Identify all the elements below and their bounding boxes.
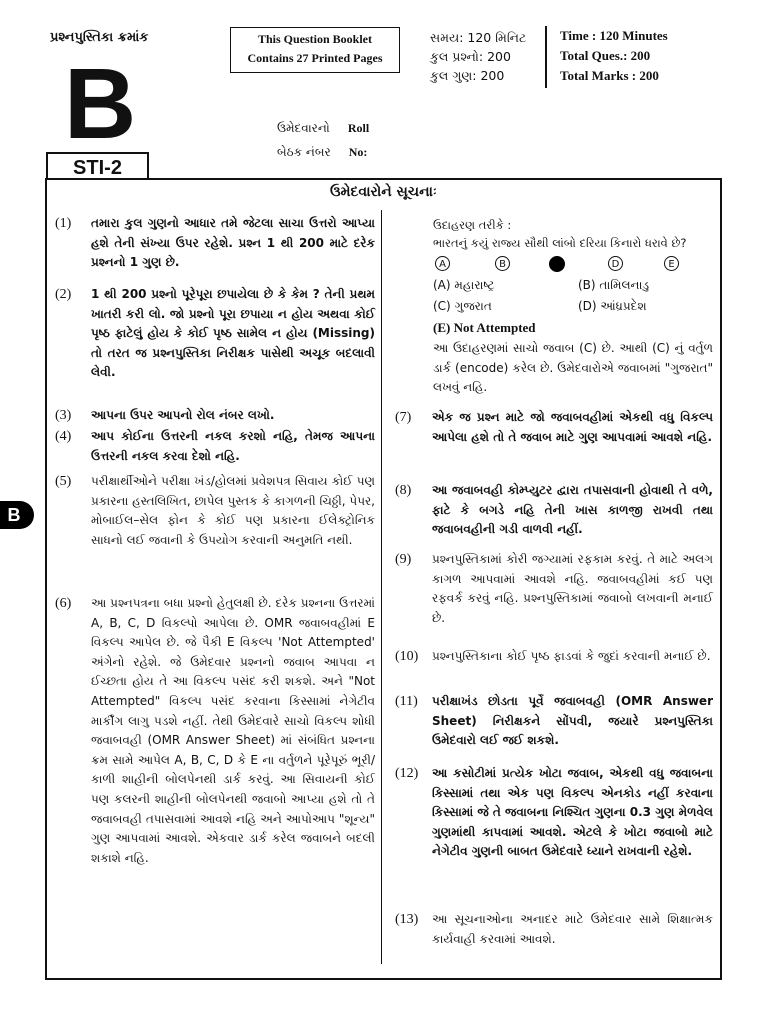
option-circle-c-filled	[549, 256, 565, 272]
example-question: ભારતનું કયું રાજ્ય સૌથી લાંબો દરિયા કિનારો ધરાવે છે?	[433, 236, 687, 250]
marks-en: Total Marks : 200	[560, 68, 659, 83]
booklet-number-label: પ્રશ્નપુસ્તિકા ક્રમાંક	[50, 30, 149, 45]
example-choice-e: (E) Not Attempted	[433, 320, 536, 335]
instruction-12: (12) આ કસોટીમાં પ્રત્યેક ખોટા જવાબ, એકથી વધુ જવાબના કિસ્સામાં તથા એક પણ વિકલ્પ એનકોડ નહીં કરવાના કિસ્સામાં જે તે જવાબના નિશ્ચિત ગુણના 0.3 ગુણ મેળવેલ ગુણમાંથી કાપવામાં આવશે. એટલે કે ખોટા જવાબો માટે નેગેટીવ ગુણની બાબત ઉમેદવારે ધ્યાને રાખવાની રહેશે.	[395, 766, 713, 859]
instruction-5: (5) પરીક્ષાર્થીઓને પરીક્ષા ખંડ/હોલમાં પ્રવેશપત્ર સિવાય કોઈ પણ પ્રકારના હસ્તલિખિત, છાપેલ પુસ્તક કે કાગળની ચિઠ્ઠી, પેપર, મોબાઈલ–સેલ ફોન કે કોઈ પણ પ્રકારના ઈલેક્ટ્રોનિક સાધનો લઈ જવાની કે ઉપયોગ કરવાની અનુમતિ નથી.	[55, 474, 375, 547]
instruction-11: (11) પરીક્ષાખંડ છોડતા પૂર્વે જવાબવહી (OMR Answer Sheet) નિરીક્ષકને સોંપવી, જયારે પ્રશ્નપુસ્તિકા ઉમેદવારો લઈ જઈ શકશે.	[395, 694, 713, 748]
option-circle-d: D	[608, 256, 623, 271]
time-en: Time : 120 Minutes	[560, 28, 668, 43]
pages-line-2: Contains 27 Printed Pages	[247, 51, 383, 65]
instruction-3: (3) આપના ઉપર આપનો રોલ નંબર લખો.	[55, 408, 275, 423]
example-heading: ઉદાહરણ તરીકે :	[433, 218, 512, 232]
example-choice-d: (D) આંધ્રપ્રદેશ	[578, 299, 647, 313]
question-set-letter: B	[64, 48, 137, 160]
roll-label-gu: ઉમેદવારનો	[277, 121, 330, 135]
instruction-4: (4) આપ કોઈના ઉત્તરની નકલ કરશો નહિ, તેમજ આપના ઉત્તરની નકલ કરવા દેશો નહિ.	[55, 429, 375, 463]
instruction-10: (10) પ્રશ્નપુસ્તિકાના કોઈ પૃષ્ઠ ફાડવાં કે જુદાં કરવાની મનાઈ છે.	[395, 649, 711, 664]
instructions-title: ઉમેદવારોને સૂચનાઃ	[330, 184, 437, 200]
paper-code: STI-2	[46, 152, 149, 180]
instruction-13: (13) આ સૂચનાઓના અનાદર માટે ઉમેદવાર સામે શિક્ષાત્મક કાર્યવાહી કરવામાં આવશે.	[395, 912, 713, 946]
instruction-1: (1) તમારા કુલ ગુણનો આધાર તમે જેટલા સાચા ઉત્તરો આપ્યા હશે તેની સંખ્યા ઉપર રહેશે. પ્રશ્ન 1 થી 200 માટે દરેક પ્રશ્નનો 1 ગુણ છે.	[55, 216, 375, 270]
printed-pages-box	[230, 27, 400, 73]
time-gu: સમય: 120 મિનિટ	[430, 30, 527, 45]
exam-meta-english	[560, 26, 668, 86]
example-choice-b: (B) તામિલનાડુ	[578, 278, 650, 292]
option-circle-e: E	[664, 256, 679, 271]
option-circle-b: B	[495, 256, 510, 271]
marks-gu: કુલ ગુણ: 200	[430, 68, 505, 83]
example-note: આ ઉદાહરણમાં સાચો જવાબ (C) છે. આથી (C) નું વર્તુળ ડાર્ક (encode) કરેલ છે. ઉમેદવારોએ જવાબમાં "ગુજરાત" લખવું નહિ.	[433, 341, 713, 395]
example-choice-c: (C) ગુજરાત	[433, 299, 492, 313]
questions-en: Total Ques.: 200	[560, 48, 651, 63]
instruction-8: (8) આ જવાબવહી કોમ્પ્યુટર દ્વારા તપાસવાની હોવાથી તે વળે, ફાટે કે બગડે નહિ તેની ખાસ કાળજી રાખવી તથા જવાબવહીની ગડી વાળવી નહીં.	[395, 483, 713, 537]
example-answer-circles	[435, 256, 695, 274]
instruction-2: (2) 1 થી 200 પ્રશ્નો પૂરેપૂરા છપાયેલા છે કે કેમ ? તેની પ્રથમ ખાતરી કરી લો. જો પ્રશ્નો પૂરા છપાયા ન હોય અથવા કોઈ પૃષ્ઠ ફાટેલું હોય કે કોઈ પૃષ્ઠ સામેલ ન હોય (Missing) તો તરત જ પ્રશ્નપુસ્તિકા નિરીક્ષક પાસેથી અચૂક બદલાવી લેવી.	[55, 287, 375, 380]
seat-label-gu: બેઠક નંબર	[277, 145, 331, 159]
meta-divider	[545, 26, 547, 88]
instruction-6: (6) આ પ્રશ્નપત્રના બધા પ્રશ્નો હેતુલક્ષી છે. દરેક પ્રશ્નના ઉત્તરમાં A, B, C, D વિકલ્પો આપેલા છે. OMR જવાબવહીમાં E વિકલ્પ આપેલ છે. જે પૈકી E વિકલ્પ 'Not Attempted' અંગેનો રહેશે. જે ઉમેદવાર પ્રશ્નનો જવાબ આપવા ન ઈચ્છતા હોય તે આ વિકલ્પ પસંદ કરી શકશે. અને "Not Attempted" વિકલ્પ પસંદ કરવાના કિસ્સામાં નેગેટીવ માર્કીંગ લાગુ પડશે નહીં. તેથી ઉમેદવારે સાચો વિકલ્પ શોધી જવાબવહી (OMR Answer Sheet) માં સંબંધિત પ્રશ્નના ક્રમ સામે આપેલ A, B, C, D કે E ના વર્તુળને પૂરેપૂરું ભૂરી/કાળી શાહીની બોલપેનથી ડાર્ક કરવું. આ સિવાયની કોઈ પણ કલરની શાહીની બોલપેનથી જવાબો આપ્યા હશે તો તે જવાબવહી તપાસવામાં આવશે નહિ અને આપોઆપ "શૂન્ય" ગુણ આપવામાં આવશે. એકવાર ડાર્ક કરેલ જવાબને બદલી શકાશે નહિ.	[55, 596, 375, 865]
option-circle-a: A	[435, 256, 450, 271]
seat-label-en: No:	[348, 145, 368, 159]
questions-gu: કુલ પ્રશ્નો: 200	[430, 49, 511, 64]
instruction-7: (7) એક જ પ્રશ્ન માટે જો જવાબવહીમાં એકથી વધુ વિકલ્પ આપેલા હશે તો તે જવાબ માટે ગુણ આપવામાં આવશે નહિ.	[395, 410, 713, 444]
roll-number-field	[277, 116, 369, 164]
set-side-tab: B	[0, 501, 34, 529]
instruction-9: (9) પ્રશ્નપુસ્તિકામાં કોરી જગ્યામાં રફકામ કરવું. તે માટે અલગ કાગળ આપવામાં આવશે નહિ. જવાબવહીમાં કઈ પણ રફવર્ક કરવું નહિ. પ્રશ્નપુસ્તિકામાં જવાબો લખવાની મનાઈ છે.	[395, 552, 713, 625]
roll-label-en: Roll	[347, 121, 370, 135]
pages-line-1: This Question Booklet	[257, 32, 373, 46]
exam-meta-gujarati	[430, 28, 526, 85]
example-choice-a: (A) મહારાષ્ટ્ર	[433, 278, 495, 292]
column-divider	[381, 210, 382, 964]
